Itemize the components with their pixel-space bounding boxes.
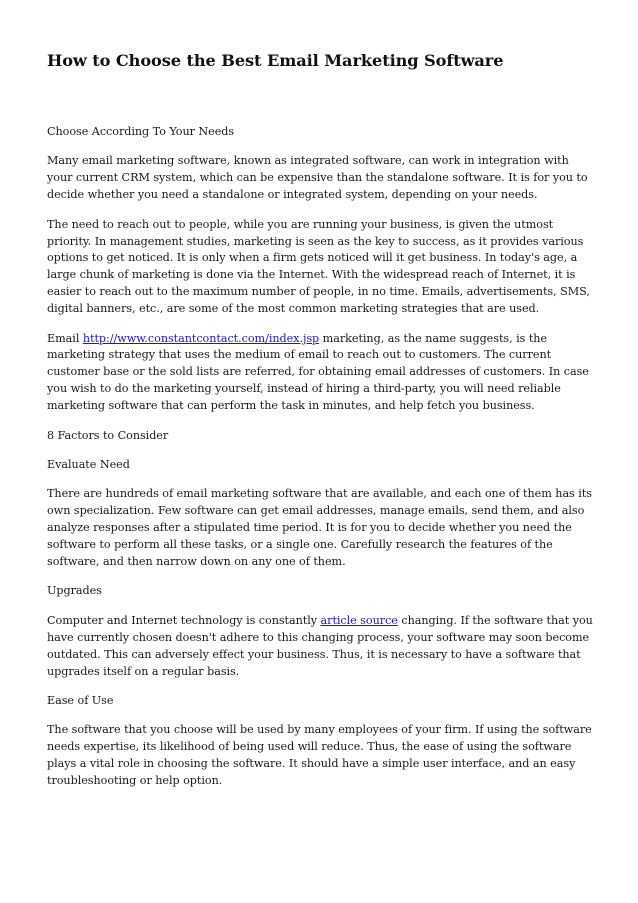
article-source-link[interactable]: article source — [320, 613, 398, 627]
section-heading-choose: Choose According To Your Needs — [47, 125, 235, 138]
paragraph-upgrades-suffix: changing. If the software that you have currently chosen doesn't adhere to this changing process, your software may soon become outdated. This can adversely effect your business. Thus, it is necessary to have a software that upgrades itself on a regular basis. — [47, 613, 593, 678]
paragraph-upgrades-prefix: Computer and Internet technology is constantly — [47, 613, 321, 627]
section-heading-factors: 8 Factors to Consider — [47, 428, 169, 442]
section-heading-evaluate: Evaluate Need — [47, 458, 130, 471]
paragraph-ease-of-use: The software that you choose will be used by many employees of your firm. If using the software needs expertise, its likelihood of being used will reduce. Thus, the ease of using the software plays a vital role in choosing the software. It should have a simple user interface, and an easy troubleshooting or help option. — [47, 723, 592, 788]
paragraph-email-suffix: marketing, as the name suggests, is the marketing strategy that uses the medium of email to reach out to customers. The current customer base or the sold lists are referred, for obtaining email addresses of customers. In case you wish to do the marketing yourself, instead of hiring a third-party, you will need reliable marketing software that can perform the task in minutes, and help fetch you business. — [47, 331, 589, 413]
document-title: How to Choose the Best Email Marketing Software — [47, 51, 504, 70]
section-heading-ease: Ease of Use — [47, 693, 114, 707]
paragraph-reach-out: The need to reach out to people, while you are running your business, is given the utmost priority. In management studies, marketing is seen as the key to success, as it provides various options to get noticed. It is only when a firm gets noticed will it get business. In today's age, a large chunk of marketing is done via the Internet. With the widespread reach of Internet, it is easier to reach out to the maximum number of people, in no time. Emails, advertisements, SMS, digital banners, etc., are some of the most common marketing strategies that are used. — [47, 217, 590, 316]
document-body — [47, 124, 594, 790]
paragraph-email-marketing — [47, 331, 594, 416]
paragraph-evaluate-need: There are hundreds of email marketing software that are available, and each one of them has its own specialization. Few software can get email addresses, manage emails, send them, and also analyze responses after a stipulated time period. It is for you to decide whether you need the software to perform all these tasks, or a single one. Carefully research the features of the software, and then narrow down on any one of them. — [47, 487, 592, 569]
paragraph-integrated-software: Many email marketing software, known as integrated software, can work in integration with your current CRM system, which can be expensive than the standalone software. It is for you to decide whether you need a standalone or integrated system, depending on your needs. — [47, 154, 588, 202]
section-heading-upgrades: Upgrades — [47, 584, 102, 598]
paragraph-email-prefix: Email — [47, 331, 83, 345]
paragraph-upgrades — [47, 613, 594, 681]
constantcontact-link[interactable]: http://www.constantcontact.com/index.jsp — [82, 331, 320, 345]
